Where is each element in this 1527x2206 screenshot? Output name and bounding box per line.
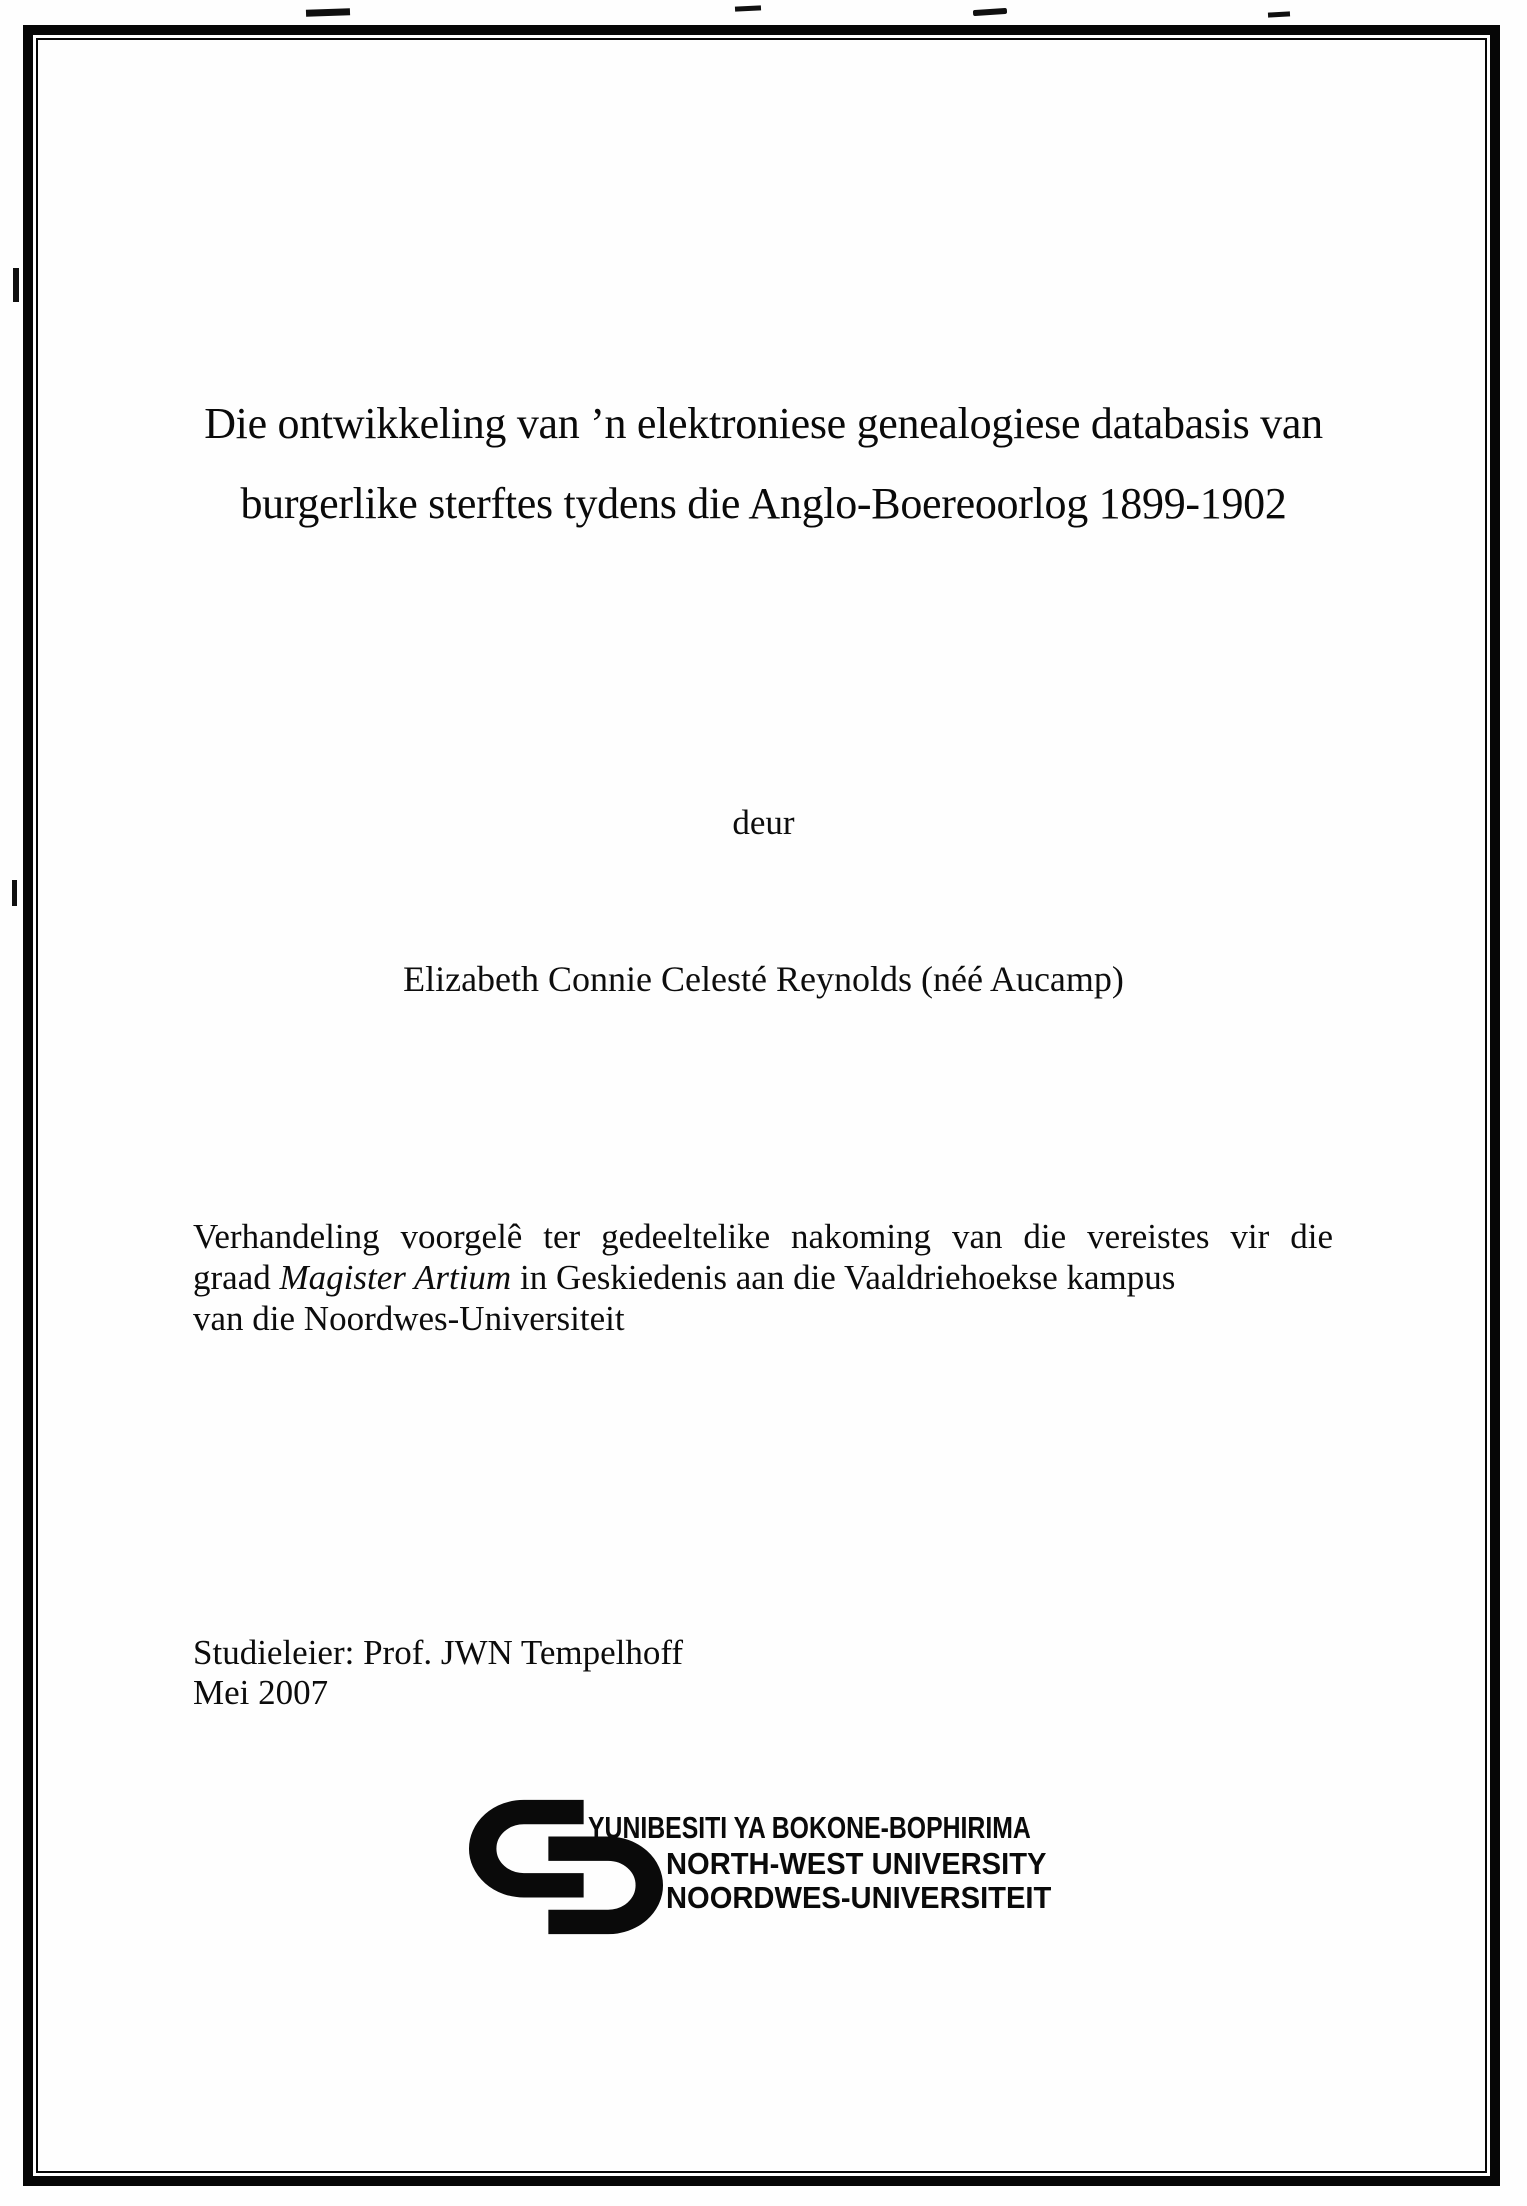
supervisor-block [193,1633,683,1713]
scan-artifact [13,268,19,302]
degree-name-italic: Magister Artium [279,1258,512,1297]
university-name-setswana: YUNIBESITI YA BOKONE-BOPHIRIMA [588,1810,1031,1845]
thesis-title-line2: burgerlike sterftes tydens die Anglo-Boereoorlog 1899-1902 [240,479,1287,528]
thesis-title-line1: Die ontwikkeling van ’n elektroniese genealogiese databasis van [204,399,1323,448]
scan-artifact [973,8,1007,16]
degree-statement [193,1216,1333,1339]
scan-artifact [12,880,17,906]
date-line: Mei 2007 [193,1673,329,1712]
university-name-english: NORTH-WEST UNIVERSITY [666,1846,1047,1881]
supervisor-line: Studieleier: Prof. JWN Tempelhoff [193,1633,684,1672]
scan-artifact [306,8,350,17]
degree-statement-line2 [193,1257,1333,1298]
university-name-afrikaans: NOORDWES-UNIVERSITEIT [666,1880,1052,1915]
scan-artifact [735,5,761,11]
degree-statement-line2-pre: graad [193,1258,280,1297]
author-name: Elizabeth Connie Celesté Reynolds (néé Aucamp) [403,959,1124,999]
degree-statement-line1: Verhandeling voorgelê ter gedeeltelike nakoming van die vereistes vir die [193,1217,1333,1256]
byline-label: deur [732,803,795,842]
degree-statement-line2-post: in Geskiedenis aan die Vaaldriehoekse kampus [511,1258,1176,1297]
degree-statement-line3: van die Noordwes-Universiteit [193,1299,625,1338]
scan-artifact [1268,11,1290,17]
